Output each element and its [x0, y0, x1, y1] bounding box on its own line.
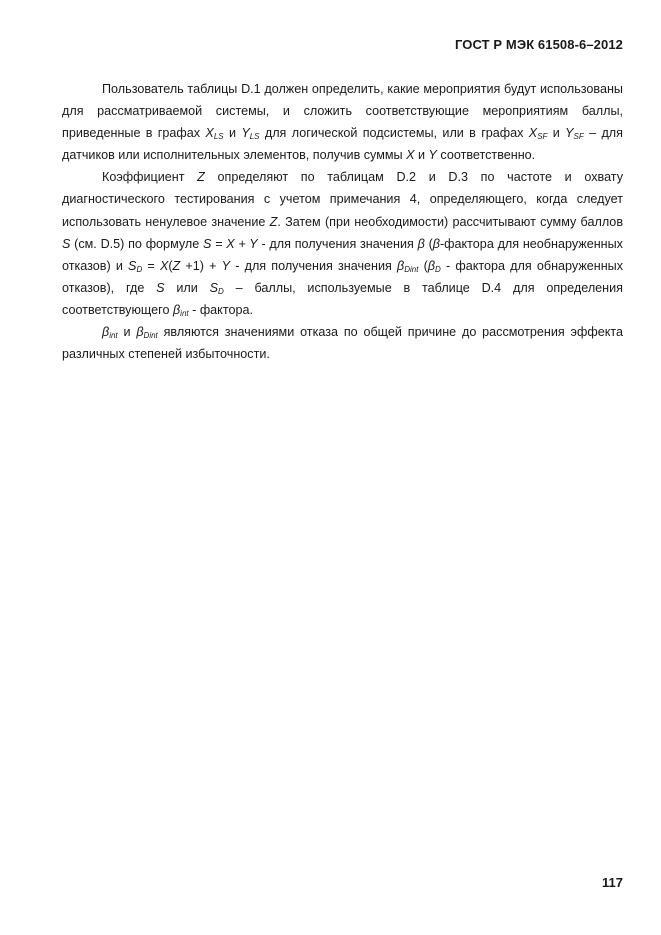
sub-d: D — [435, 264, 441, 274]
text-run: являются значениями отказа по общей причине до рассмотрения эффекта различных степеней избыточности. — [62, 325, 623, 362]
text-run: . Затем (при необходимости) рассчитывают сумму баллов — [277, 214, 624, 229]
var-beta: β — [397, 258, 405, 273]
var-beta: β — [172, 302, 181, 317]
sub-sf: SF — [573, 132, 584, 142]
var-beta: β — [427, 258, 436, 273]
document-header: ГОСТ Р МЭК 61508-6–2012 — [455, 37, 623, 52]
var-y: Y — [241, 126, 250, 141]
sub-d: D — [218, 286, 224, 296]
var-s: S — [62, 236, 71, 251]
text-run: – для датчиков или исполнительных элементов, получив суммы — [62, 126, 623, 163]
text-run: соответственно. — [436, 148, 536, 163]
sub-dint: Dint — [404, 264, 419, 274]
var-beta: β — [417, 236, 425, 251]
text-run: или — [164, 280, 210, 295]
var-z: Z — [197, 170, 205, 185]
text-run: (см. D.5) по формуле — [70, 236, 203, 251]
var-y: Y — [565, 126, 574, 141]
var-s: S — [156, 280, 165, 295]
var-x: X — [159, 258, 169, 273]
var-beta: β — [102, 325, 110, 340]
var-s: S — [209, 280, 219, 295]
sub-d: D — [136, 264, 143, 274]
text-run: и — [223, 126, 242, 141]
var-x: X — [406, 148, 415, 163]
var-y: Y — [221, 258, 231, 273]
text-run: и — [414, 148, 429, 163]
text-run: Коэффициент — [102, 170, 198, 185]
text-run: = — [142, 258, 160, 273]
var-z: Z — [172, 258, 181, 273]
text-run: для логической подсистемы, или в графах — [259, 126, 529, 141]
var-y: Y — [428, 148, 437, 163]
paragraph-3 — [62, 321, 623, 365]
var-beta: β — [136, 325, 144, 340]
text-run: Пользователь таблицы D.1 должен определить, какие мероприятия будут использованы для рассматриваемой системы, и сложить соответствующие мероприятиям баллы, приведенные в графах — [62, 82, 623, 141]
text-run: - фактора для обнаруженных отказов), где — [62, 258, 624, 295]
var-x: X — [528, 126, 538, 141]
text-run: ( — [418, 258, 428, 273]
text-run: определяют по таблицам D.2 и D.3 по частоте и охвату диагностического тестирования с учетом примечания 4, определяющего, когда следует использовать ненулевое значение — [62, 170, 624, 229]
text-run: ( — [168, 258, 173, 273]
text-run: - фактора. — [188, 302, 253, 317]
text-run: и — [547, 126, 566, 141]
var-beta: β — [432, 236, 440, 251]
body-text — [62, 78, 623, 365]
text-run: ( — [424, 236, 433, 251]
var-z: Z — [269, 214, 278, 229]
text-run: - для получения значения — [230, 258, 398, 273]
var-x: X — [205, 126, 214, 141]
paragraph-1 — [62, 78, 623, 166]
sub-ls: LS — [213, 132, 224, 142]
page-number: 117 — [602, 875, 623, 890]
text-run: -фактора для необнаруженных отказов) и — [62, 236, 623, 273]
paragraph-2 — [62, 166, 623, 321]
sub-sf: SF — [537, 132, 548, 142]
sub-dint: Dint — [143, 331, 158, 341]
sub-int: int — [109, 331, 118, 341]
sub-ls: LS — [249, 132, 260, 142]
text-run: - для получения значения — [257, 236, 418, 251]
var-s: S — [128, 258, 137, 273]
sub-int: int — [180, 308, 189, 318]
text-run: – баллы, используемые в таблице D.4 для определения соответствующего — [62, 280, 623, 317]
formula-s: S = X + Y — [203, 236, 258, 251]
text-run: +1) + — [180, 258, 222, 273]
text-run: и — [117, 325, 137, 340]
